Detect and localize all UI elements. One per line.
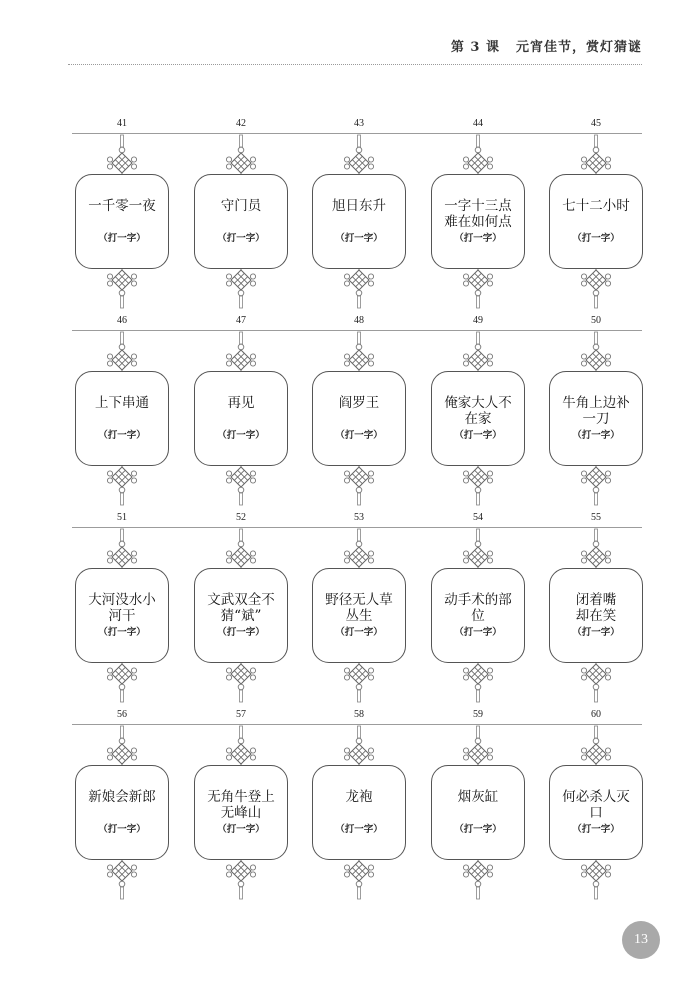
riddle-line: 动手术的部 bbox=[444, 592, 512, 608]
riddle-hint: （打一字） bbox=[572, 627, 620, 638]
riddle-line: 牛角上边补 bbox=[562, 395, 630, 411]
riddle-line: 一千零一夜 bbox=[88, 198, 156, 214]
riddle-row bbox=[0, 707, 700, 904]
chinese-knot-icon bbox=[578, 860, 614, 900]
riddle-hint: （打一字） bbox=[454, 627, 502, 638]
riddle-text bbox=[197, 395, 285, 411]
riddle-text bbox=[78, 198, 166, 214]
lantern-card bbox=[194, 568, 288, 663]
riddle-lantern bbox=[63, 313, 181, 510]
riddle-text bbox=[315, 198, 403, 214]
lantern-card bbox=[194, 765, 288, 860]
riddle-line: 无峰山 bbox=[220, 805, 262, 821]
riddle-lantern bbox=[300, 510, 418, 707]
chinese-knot-icon bbox=[341, 466, 377, 506]
riddle-number: 54 bbox=[473, 512, 483, 523]
chinese-knot-icon bbox=[460, 860, 496, 900]
riddle-text bbox=[78, 789, 166, 805]
riddle-line: 口 bbox=[589, 805, 603, 821]
chinese-knot-icon bbox=[341, 725, 377, 765]
riddle-number: 41 bbox=[117, 118, 127, 129]
riddle-text bbox=[552, 198, 640, 214]
riddle-line: 上下串通 bbox=[95, 395, 149, 411]
riddle-line: 新娘会新郎 bbox=[88, 789, 156, 805]
lantern-card bbox=[549, 765, 643, 860]
riddle-line: 龙袍 bbox=[345, 789, 373, 805]
riddle-hint: （打一字） bbox=[335, 430, 383, 441]
lesson-number: 第 3 课 bbox=[450, 40, 500, 55]
chinese-knot-icon bbox=[341, 860, 377, 900]
riddle-lantern bbox=[300, 116, 418, 313]
riddle-text bbox=[315, 789, 403, 805]
chinese-knot-icon bbox=[460, 466, 496, 506]
riddle-text bbox=[78, 395, 166, 411]
chinese-knot-icon bbox=[104, 860, 140, 900]
riddle-line: 守门员 bbox=[220, 198, 262, 214]
chinese-knot-icon bbox=[578, 134, 614, 174]
chinese-knot-icon bbox=[223, 725, 259, 765]
riddle-line: 烟灰缸 bbox=[457, 789, 499, 805]
riddle-number: 49 bbox=[473, 315, 483, 326]
chinese-knot-icon bbox=[104, 134, 140, 174]
chinese-knot-icon bbox=[460, 528, 496, 568]
lantern-card bbox=[312, 371, 406, 466]
riddle-number: 44 bbox=[473, 118, 483, 129]
chinese-knot-icon bbox=[578, 663, 614, 703]
riddle-line: 在家 bbox=[464, 411, 492, 427]
chinese-knot-icon bbox=[104, 466, 140, 506]
riddle-line: 位 bbox=[471, 608, 485, 624]
riddle-hint: （打一字） bbox=[335, 627, 383, 638]
chinese-knot-icon bbox=[460, 134, 496, 174]
riddle-line: 却在笑 bbox=[575, 608, 617, 624]
chinese-knot-icon bbox=[578, 331, 614, 371]
riddle-lantern bbox=[419, 116, 537, 313]
riddle-line: 河干 bbox=[108, 608, 136, 624]
riddle-row bbox=[0, 116, 700, 313]
chinese-knot-icon bbox=[341, 663, 377, 703]
chinese-knot-icon bbox=[341, 528, 377, 568]
riddle-line: 何必杀人灭 bbox=[562, 789, 630, 805]
riddle-line: 阎罗王 bbox=[338, 395, 380, 411]
riddle-text bbox=[434, 395, 522, 427]
riddle-number: 43 bbox=[354, 118, 364, 129]
lantern-card bbox=[75, 371, 169, 466]
riddle-number: 42 bbox=[236, 118, 246, 129]
riddle-hint: （打一字） bbox=[217, 824, 265, 835]
riddle-number: 45 bbox=[591, 118, 601, 129]
lantern-card bbox=[549, 568, 643, 663]
riddle-text bbox=[315, 592, 403, 624]
lantern-card bbox=[194, 371, 288, 466]
riddle-text bbox=[434, 198, 522, 230]
page-number-badge: 13 bbox=[622, 921, 660, 959]
chinese-knot-icon bbox=[578, 269, 614, 309]
riddle-hint: （打一字） bbox=[335, 233, 383, 244]
riddle-line: 七十二小时 bbox=[562, 198, 630, 214]
chinese-knot-icon bbox=[223, 134, 259, 174]
riddle-number: 56 bbox=[117, 709, 127, 720]
riddle-text bbox=[552, 592, 640, 624]
riddle-lantern bbox=[63, 510, 181, 707]
chinese-knot-icon bbox=[104, 663, 140, 703]
chinese-knot-icon bbox=[104, 725, 140, 765]
riddle-number: 46 bbox=[117, 315, 127, 326]
lantern-card bbox=[549, 174, 643, 269]
riddle-lantern bbox=[63, 116, 181, 313]
riddle-lantern bbox=[182, 313, 300, 510]
riddle-line: 猜“斌” bbox=[220, 608, 262, 624]
riddle-hint: （打一字） bbox=[217, 233, 265, 244]
riddle-line: 俺家大人不 bbox=[444, 395, 512, 411]
riddle-number: 59 bbox=[473, 709, 483, 720]
riddle-hint: （打一字） bbox=[217, 430, 265, 441]
riddle-text bbox=[197, 592, 285, 624]
chinese-knot-icon bbox=[578, 725, 614, 765]
riddle-line: 再见 bbox=[227, 395, 255, 411]
chinese-knot-icon bbox=[223, 860, 259, 900]
lantern-card bbox=[431, 765, 525, 860]
riddle-row bbox=[0, 510, 700, 707]
riddle-number: 51 bbox=[117, 512, 127, 523]
riddle-text bbox=[197, 198, 285, 214]
riddle-number: 50 bbox=[591, 315, 601, 326]
riddle-lantern bbox=[419, 707, 537, 904]
riddle-number: 53 bbox=[354, 512, 364, 523]
riddle-lantern bbox=[300, 313, 418, 510]
riddle-lantern bbox=[419, 313, 537, 510]
chinese-knot-icon bbox=[223, 331, 259, 371]
riddle-row bbox=[0, 313, 700, 510]
riddle-number: 60 bbox=[591, 709, 601, 720]
chinese-knot-icon bbox=[460, 663, 496, 703]
chinese-knot-icon bbox=[460, 269, 496, 309]
riddle-line: 野径无人草 bbox=[325, 592, 393, 608]
riddle-hint: （打一字） bbox=[454, 824, 502, 835]
riddle-hint: （打一字） bbox=[454, 430, 502, 441]
chinese-knot-icon bbox=[104, 269, 140, 309]
chinese-knot-icon bbox=[104, 528, 140, 568]
chinese-knot-icon bbox=[104, 331, 140, 371]
riddle-line: 一字十三点 bbox=[444, 198, 512, 214]
riddle-text bbox=[434, 592, 522, 624]
chinese-knot-icon bbox=[223, 663, 259, 703]
riddle-line: 一刀 bbox=[582, 411, 610, 427]
lantern-card bbox=[75, 174, 169, 269]
riddle-text bbox=[434, 789, 522, 805]
riddle-hint: （打一字） bbox=[572, 233, 620, 244]
lantern-card bbox=[312, 765, 406, 860]
riddle-lantern bbox=[537, 116, 655, 313]
riddle-number: 55 bbox=[591, 512, 601, 523]
lantern-card bbox=[75, 765, 169, 860]
chinese-knot-icon bbox=[460, 331, 496, 371]
chinese-knot-icon bbox=[341, 269, 377, 309]
riddle-lantern bbox=[63, 707, 181, 904]
page-header bbox=[451, 40, 642, 56]
lantern-card bbox=[431, 568, 525, 663]
chinese-knot-icon bbox=[223, 528, 259, 568]
riddle-hint: （打一字） bbox=[217, 627, 265, 638]
riddle-text bbox=[78, 592, 166, 624]
lantern-card bbox=[549, 371, 643, 466]
riddle-lantern bbox=[300, 707, 418, 904]
lantern-card bbox=[431, 174, 525, 269]
header-divider bbox=[68, 64, 642, 65]
riddle-hint: （打一字） bbox=[98, 824, 146, 835]
chinese-knot-icon bbox=[223, 269, 259, 309]
riddle-lantern bbox=[537, 510, 655, 707]
riddle-hint: （打一字） bbox=[98, 627, 146, 638]
riddle-hint: （打一字） bbox=[572, 430, 620, 441]
riddle-line: 无角牛登上 bbox=[207, 789, 275, 805]
lantern-card bbox=[431, 371, 525, 466]
riddle-number: 58 bbox=[354, 709, 364, 720]
riddle-hint: （打一字） bbox=[572, 824, 620, 835]
riddle-number: 47 bbox=[236, 315, 246, 326]
chinese-knot-icon bbox=[460, 725, 496, 765]
lantern-card bbox=[312, 568, 406, 663]
riddle-lantern bbox=[419, 510, 537, 707]
riddle-line: 丛生 bbox=[345, 608, 373, 624]
riddle-text bbox=[552, 789, 640, 821]
lantern-card bbox=[312, 174, 406, 269]
chinese-knot-icon bbox=[578, 466, 614, 506]
riddle-text bbox=[315, 395, 403, 411]
riddle-line: 大河没水小 bbox=[88, 592, 156, 608]
riddle-hint: （打一字） bbox=[454, 233, 502, 244]
lesson-title: 元宵佳节，赏灯猜谜 bbox=[515, 40, 642, 55]
chinese-knot-icon bbox=[223, 466, 259, 506]
lantern-card bbox=[194, 174, 288, 269]
riddle-line: 旭日东升 bbox=[332, 198, 386, 214]
riddle-line: 难在如何点 bbox=[444, 214, 512, 230]
riddle-lantern bbox=[537, 313, 655, 510]
riddle-line: 文武双全不 bbox=[207, 592, 275, 608]
riddle-text bbox=[552, 395, 640, 427]
riddle-lantern bbox=[182, 116, 300, 313]
riddle-lantern bbox=[182, 707, 300, 904]
riddle-number: 48 bbox=[354, 315, 364, 326]
riddle-lantern bbox=[537, 707, 655, 904]
riddle-line: 闭着嘴 bbox=[575, 592, 617, 608]
chinese-knot-icon bbox=[341, 134, 377, 174]
riddle-hint: （打一字） bbox=[98, 430, 146, 441]
chinese-knot-icon bbox=[578, 528, 614, 568]
riddle-hint: （打一字） bbox=[335, 824, 383, 835]
lantern-card bbox=[75, 568, 169, 663]
riddle-text bbox=[197, 789, 285, 821]
riddle-hint: （打一字） bbox=[98, 233, 146, 244]
riddle-number: 52 bbox=[236, 512, 246, 523]
riddle-number: 57 bbox=[236, 709, 246, 720]
riddle-lantern bbox=[182, 510, 300, 707]
chinese-knot-icon bbox=[341, 331, 377, 371]
